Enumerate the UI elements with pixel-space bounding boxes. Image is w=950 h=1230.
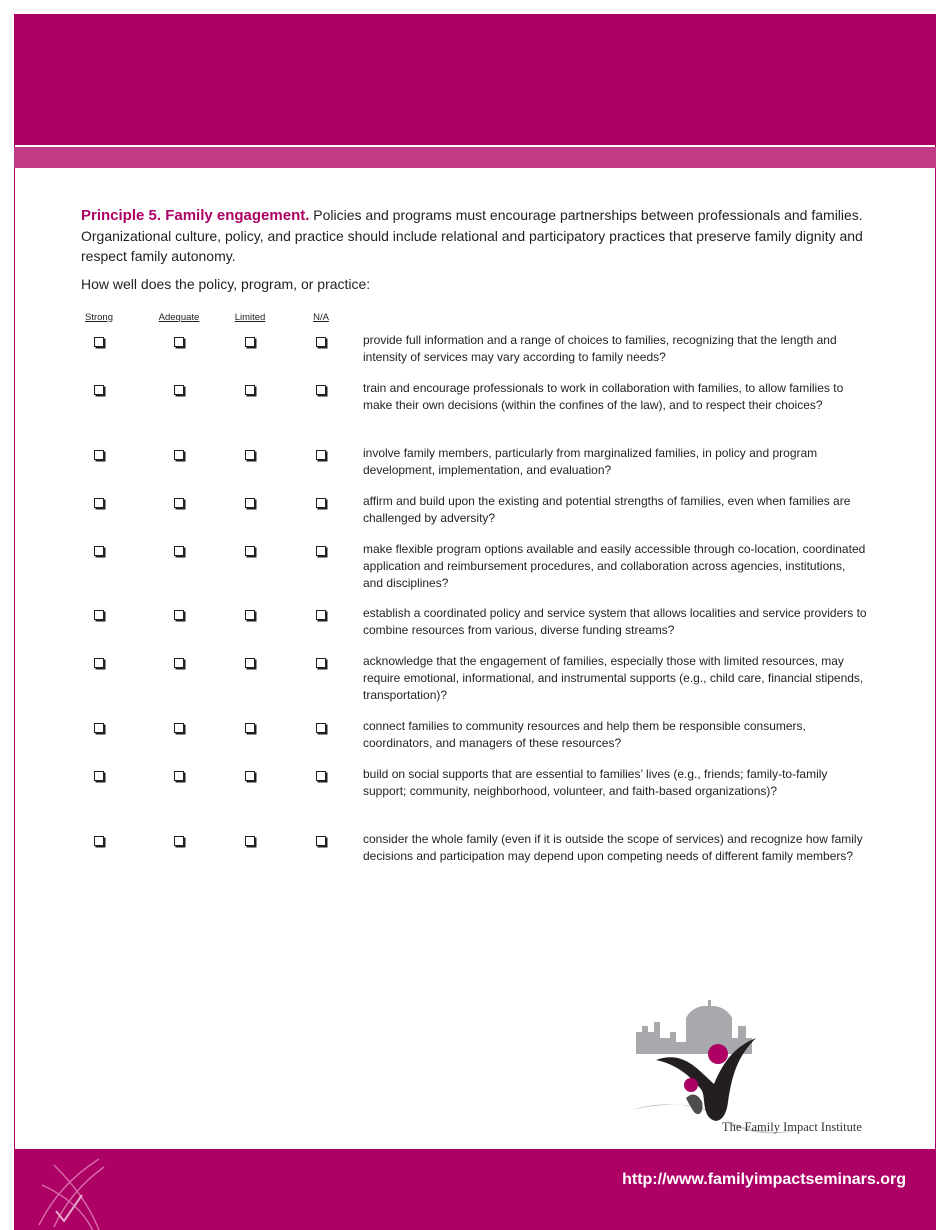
checkbox-na[interactable]	[316, 610, 326, 620]
checkbox-na[interactable]	[316, 771, 326, 781]
footer-band	[14, 1149, 936, 1230]
question-prompt: How well does the policy, program, or practice:	[81, 276, 371, 292]
checkbox-strong[interactable]	[94, 498, 104, 508]
checkbox-na[interactable]	[316, 546, 326, 556]
checkbox-na[interactable]	[316, 498, 326, 508]
principle-text: Policies and programs must encourage partnerships between professionals and families. Organizational culture, policy, and practice should include relational and participatory practices that preserve family dignity and respect family autonomy.	[81, 207, 863, 264]
column-header-na: N/A	[313, 312, 329, 323]
adult-head	[708, 1044, 728, 1064]
checkbox-na[interactable]	[316, 337, 326, 347]
column-header-adequate: Adequate	[158, 312, 200, 323]
checkbox-adequate[interactable]	[174, 771, 184, 781]
header-stripe	[14, 147, 936, 168]
column-header-strong: Strong	[85, 312, 113, 323]
criterion-text: affirm and build upon the existing and potential strengths of families, even when families are challenged by adversity?	[363, 494, 851, 525]
child-head	[684, 1078, 698, 1092]
child-figure	[686, 1095, 703, 1115]
criterion-text: provide full information and a range of choices to families, recognizing that the length and intensity of services may vary according to family needs?	[363, 333, 837, 364]
checkbox-adequate[interactable]	[174, 337, 184, 347]
checkbox-strong[interactable]	[94, 610, 104, 620]
criterion-text: involve family members, particularly from marginalized families, in policy and program development, implementation, and evaluation?	[363, 446, 818, 477]
checkbox-adequate[interactable]	[174, 610, 184, 620]
checkbox-limited[interactable]	[245, 771, 255, 781]
skyline-graphic	[636, 1000, 752, 1054]
checkbox-na[interactable]	[316, 723, 326, 733]
checkbox-adequate[interactable]	[174, 723, 184, 733]
family-impact-logo	[628, 998, 878, 1138]
checkbox-limited[interactable]	[245, 337, 255, 347]
checkbox-na[interactable]	[316, 658, 326, 668]
checkbox-strong[interactable]	[94, 337, 104, 347]
checkbox-limited[interactable]	[245, 546, 255, 556]
checkbox-na[interactable]	[316, 450, 326, 460]
principle-label: Principle 5. Family engagement.	[81, 207, 310, 224]
checkbox-limited[interactable]	[245, 498, 255, 508]
checkbox-strong[interactable]	[94, 450, 104, 460]
checkbox-strong[interactable]	[94, 385, 104, 395]
checkbox-adequate[interactable]	[174, 546, 184, 556]
footer-url-link[interactable]: http://www.familyimpactseminars.org	[622, 1171, 906, 1188]
column-header-limited: Limited	[234, 312, 266, 323]
checkbox-strong[interactable]	[94, 771, 104, 781]
header-band	[14, 14, 936, 145]
checkbox-limited[interactable]	[245, 610, 255, 620]
principle-paragraph	[81, 205, 871, 266]
checkbox-strong[interactable]	[94, 723, 104, 733]
checkbox-adequate[interactable]	[174, 658, 184, 668]
checkbox-limited[interactable]	[245, 450, 255, 460]
criterion-text: train and encourage professionals to work in collaboration with families, to allow families to make their own decisions (within the confines of the law), and to respect their choices?	[363, 381, 844, 412]
criterion-text: acknowledge that the engagement of families, especially those with limited resources, may require emotional, informational, and instrumental supports (e.g., child care, financial stipends, transportation)?	[363, 654, 864, 702]
checkbox-na[interactable]	[316, 836, 326, 846]
checkbox-strong[interactable]	[94, 546, 104, 556]
checkbox-limited[interactable]	[245, 658, 255, 668]
criterion-text: consider the whole family (even if it is outside the scope of services) and recognize how family decisions and participation may depend upon competing needs of different family members?	[363, 832, 863, 863]
checkbox-limited[interactable]	[245, 836, 255, 846]
checkbox-strong[interactable]	[94, 658, 104, 668]
criterion-text: build on social supports that are essential to families’ lives (e.g., friends; family-to-family support; community, neighborhood, volunteer, and faith-based organizations)?	[363, 767, 828, 798]
checkbox-adequate[interactable]	[174, 450, 184, 460]
footer-mark-icon	[34, 1155, 124, 1230]
criterion-text: establish a coordinated policy and service system that allows localities and service providers to combine resources from various, diverse funding streams?	[363, 606, 867, 637]
checkbox-limited[interactable]	[245, 723, 255, 733]
criterion-text: make flexible program options available and easily accessible through co-location, coordinated application and reimbursement procedures, and collaboration across agencies, institutions, and disciplines?	[363, 542, 866, 590]
checkbox-limited[interactable]	[245, 385, 255, 395]
checkbox-adequate[interactable]	[174, 836, 184, 846]
checkbox-adequate[interactable]	[174, 385, 184, 395]
checkbox-strong[interactable]	[94, 836, 104, 846]
checkbox-adequate[interactable]	[174, 498, 184, 508]
logo-text: The Family Impact Institute	[722, 1120, 862, 1134]
criterion-text: connect families to community resources and help them be responsible consumers, coordinators, and managers of these resources?	[363, 719, 806, 750]
checkbox-na[interactable]	[316, 385, 326, 395]
